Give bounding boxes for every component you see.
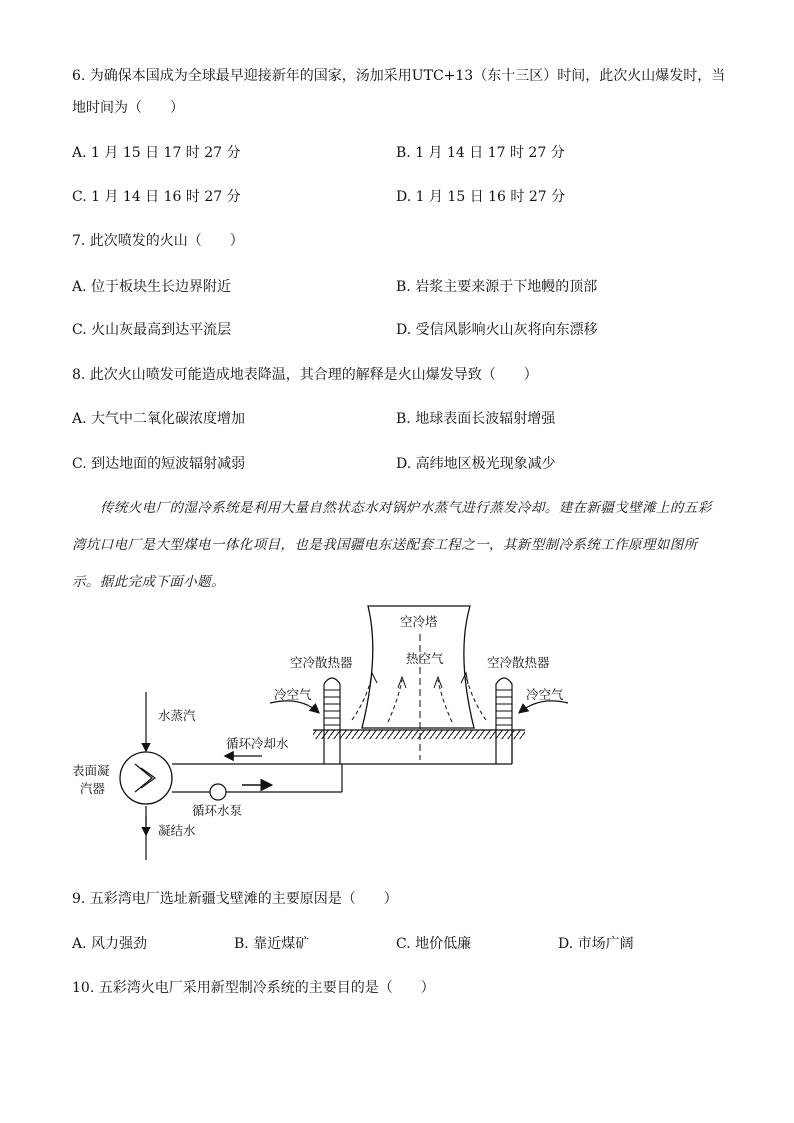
air-cooling-system-diagram xyxy=(0,595,794,870)
q6-option-c: C. 1 月 14 日 16 时 27 分 xyxy=(72,189,241,205)
label-radiator-right: 空冷散热器 xyxy=(487,655,550,670)
q6-stem-line2: 地时间为（ ） xyxy=(72,100,184,116)
q7-option-a: A. 位于板块生长边界附近 xyxy=(72,279,232,295)
q9-option-a: A. 风力强劲 xyxy=(72,936,148,952)
reading-passage xyxy=(72,490,722,601)
radiator-left xyxy=(324,678,340,764)
passage-line2: 湾坑口电厂是大型煤电一体化项目，也是我国疆电东送配套工程之一，其新型制冷系统工作原理如图所 xyxy=(72,537,698,553)
q9-stem: 9. 五彩湾电厂选址新疆戈壁滩的主要原因是（ ） xyxy=(72,891,398,907)
q6-option-a: A. 1 月 15 日 17 时 27 分 xyxy=(72,145,241,161)
label-cold-air-right: 冷空气 xyxy=(526,687,564,702)
q7-option-b: B. 岩浆主要来源于下地幔的顶部 xyxy=(396,279,598,295)
label-condensate: 凝结水 xyxy=(158,823,196,838)
q8-option-d: D. 高纬地区极光现象减少 xyxy=(396,456,556,472)
passage-line1: 传统火电厂的湿冷系统是利用大量自然状态水对锅炉水蒸气进行蒸发冷却。建在新疆戈壁滩上的五彩 xyxy=(100,500,712,516)
q9-option-b: B. 靠近煤矿 xyxy=(234,936,310,952)
cold-air-right-arrow xyxy=(520,701,568,712)
q9-option-c: C. 地价低廉 xyxy=(396,936,472,952)
label-condenser-line2: 汽器 xyxy=(80,781,106,796)
surface-condenser-icon xyxy=(120,752,172,804)
cooling-water-pipe xyxy=(172,730,512,792)
hot-air-mid-right-arrow xyxy=(438,680,452,722)
q8-option-c: C. 到达地面的短波辐射减弱 xyxy=(72,456,246,472)
label-radiator-left: 空冷散热器 xyxy=(290,655,353,670)
q7-stem: 7. 此次喷发的火山（ ） xyxy=(72,233,244,249)
q7-option-c: C. 火山灰最高到达平流层 xyxy=(72,322,232,338)
label-cold-air-left: 冷空气 xyxy=(274,687,312,702)
q6-option-d: D. 1 月 15 日 16 时 27 分 xyxy=(396,189,566,205)
q8-option-a: A. 大气中二氧化碳浓度增加 xyxy=(72,411,246,427)
hot-air-left-arrow xyxy=(352,676,372,720)
q8-option-b: B. 地球表面长波辐射增强 xyxy=(396,411,556,427)
cold-air-left-arrow xyxy=(270,701,318,712)
ground-hatch xyxy=(313,730,525,739)
label-air-cooling-tower: 空冷塔 xyxy=(400,614,438,629)
q6-stem-line1: 6. 为确保本国成为全球最早迎接新年的国家，汤加采用UTC+13（东十三区）时间，此次火山爆发时，当 xyxy=(72,68,726,84)
label-cooling-water: 循环冷却水 xyxy=(226,736,289,751)
label-pump: 循环水泵 xyxy=(192,803,243,818)
passage-line3: 示。据此完成下面小题。 xyxy=(72,574,225,590)
hot-air-right-arrow xyxy=(466,676,486,720)
label-steam: 水蒸汽 xyxy=(158,708,196,723)
q7-option-d: D. 受信风影响火山灰将向东漂移 xyxy=(396,322,598,338)
q8-stem: 8. 此次火山喷发可能造成地表降温，其合理的解释是火山爆发导致（ ） xyxy=(72,367,538,383)
radiator-right xyxy=(496,678,512,764)
circulating-pump-icon xyxy=(210,784,226,800)
q10-stem: 10. 五彩湾火电厂采用新型制冷系统的主要目的是（ ） xyxy=(72,980,435,996)
label-hot-air: 热空气 xyxy=(406,651,444,666)
q6-option-b: B. 1 月 14 日 17 时 27 分 xyxy=(396,145,565,161)
hot-air-mid-left-arrow xyxy=(388,680,402,722)
q9-option-d: D. 市场广阔 xyxy=(558,936,634,952)
label-condenser-line1: 表面凝 xyxy=(72,763,110,778)
